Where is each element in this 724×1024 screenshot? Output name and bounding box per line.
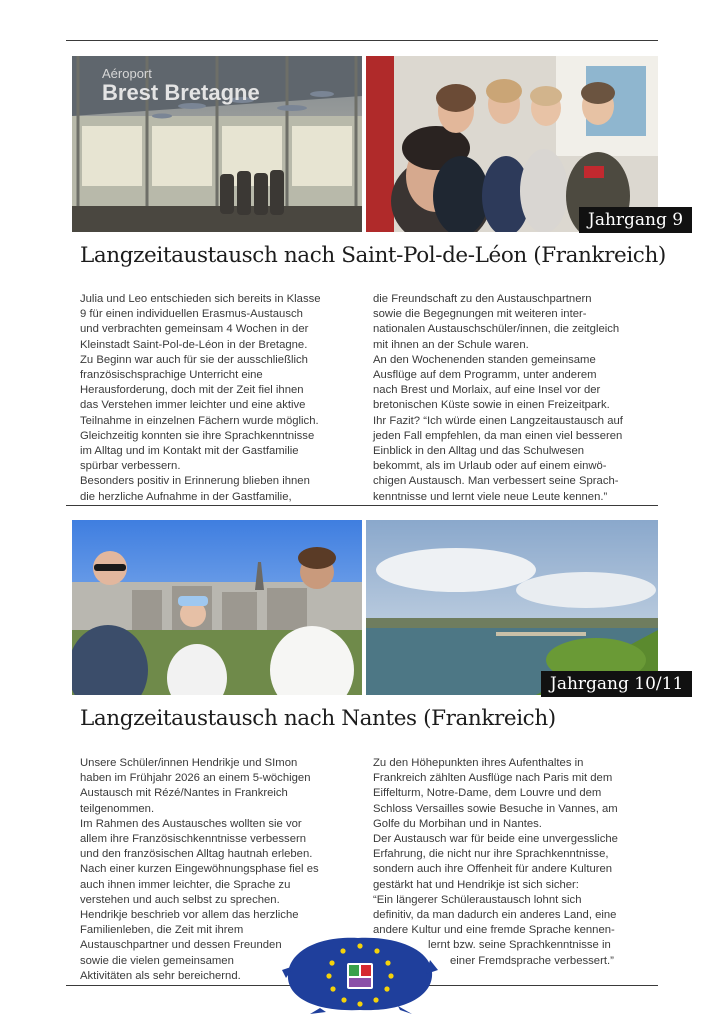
text-line: Familienleben, die Zeit mit ihrem (80, 924, 244, 937)
text-line: Schloss Versailles sowie Besuche in Vannes, am (373, 802, 618, 815)
text-line: lernt bzw. seine Sprachkenntnisse in (428, 939, 611, 952)
paris-photo (72, 520, 362, 695)
text-line: teilgenommen. (80, 802, 155, 815)
text-line: definitiv, da man dadurch ein anderes Land, eine (373, 909, 617, 922)
text-line: Aktivitäten als sehr bereichernd. (80, 969, 241, 982)
text-line: einer Fremdsprache verbessert.” (450, 954, 614, 967)
text-line: Gleichzeitig konnten sie ihre Sprachkenntnisse (80, 429, 315, 442)
text-line: jeden Fall empfehlen, da man einen viel besseren (373, 429, 623, 442)
text-line: Einblick in den Alltag und das Schulwesen (373, 445, 585, 458)
text-line: Ihr Fazit? “Ich würde einen Langzeitaustausch auf (373, 414, 623, 427)
airport-sign-line1: Aéroport (102, 66, 152, 81)
text-line: chigen Austausch. Man verbessert seine Sprach- (373, 475, 619, 488)
text-line: Herausforderung, doch mit der Zeit fiel ihnen (80, 384, 304, 397)
text-line: auch ihnen immer leichter, die Sprache zu (80, 878, 291, 891)
text-line: die Freundschaft zu den Austauschpartnern (373, 293, 592, 305)
eu-erasmus-logo (280, 930, 440, 1016)
text-line: sowie die Begegnungen mit weiteren inter- (373, 308, 587, 321)
text-line: Nach einer kurzen Eingewöhnungsphase fiel es (80, 863, 319, 876)
group-selfie-photo (366, 56, 658, 232)
airport-photo (72, 56, 362, 232)
text-line: Im Rahmen des Austausches wollten sie vor (80, 817, 302, 830)
text-line: und den französischen Alltag hautnah erleben. (80, 848, 313, 861)
text-line: nationalen Austauschschüler/innen, die zeitgleich (373, 323, 620, 336)
text-line: im Alltag und im Kontakt mit der Gastfamilie (80, 445, 299, 458)
text-line: “Ein längerer Schüleraustausch lohnt sich (373, 893, 582, 906)
text-line: An den Wochenenden standen gemeinsame (373, 353, 596, 366)
coast-photo (366, 520, 658, 695)
text-line: Austauschpartner und dessen Freunden (80, 939, 282, 952)
text-line: französischsprachige Unterricht eine (80, 369, 263, 382)
text-line: sowie die vielen gemeinsamen (80, 954, 234, 967)
text-line: kenntnisse und lernt viele neue Leute kennen.” (373, 490, 608, 503)
text-line: mit ihnen an der Schule waren. (373, 338, 529, 351)
text-line: verstehen und auch selbst zu sprechen. (80, 893, 280, 906)
text-line: Zu Beginn war auch für sie der ausschließlich (80, 353, 308, 366)
text-line: allem ihre Französischkenntnisse verbessern (80, 833, 307, 846)
text-line: Ausflüge auf dem Programm, unter anderem (373, 369, 597, 382)
text-line: und verbrachten gemeinsam 4 Wochen in der (80, 323, 309, 336)
top-rule (66, 40, 658, 41)
text-line: gestärkt hat und Hendrikje ist sich sicher: (373, 878, 579, 891)
text-line: sondern auch ihre Offenheit für andere Kulturen (373, 863, 613, 876)
text-line: Eiffelturm, Notre-Dame, dem Louvre und dem (373, 787, 602, 800)
text-line: Unsere Schüler/innen Hendrikje und SImon (80, 757, 298, 769)
text-line: das Verstehen immer leichter und eine aktive (80, 399, 306, 412)
text-line: bekommt, als im Urlaub oder auf einem einwö- (373, 460, 607, 473)
airport-sign-line2: Brest Bretagne (102, 80, 260, 105)
text-line: die herzliche Aufnahme in der Gastfamilie, (80, 490, 292, 503)
text-line: 9 für einen individuellen Erasmus-Austausch (80, 308, 303, 321)
section1-right-column (373, 292, 623, 505)
text-line: andere Kultur und eine fremde Sprache kennen- (373, 924, 615, 937)
grade-badge-9: Jahrgang 9 (579, 207, 692, 233)
text-line: Zu den Höhepunkten ihres Aufenthaltes in (373, 757, 584, 769)
text-line: Hendrikje beschrieb vor allem das herzliche (80, 909, 299, 922)
text-line: Erfahrung, die nicht nur ihre Sprachkenntnisse, (373, 848, 609, 861)
text-line: Austausch mit Rézé/Nantes in Frankreich (80, 787, 288, 800)
text-line: Kleinstadt Saint-Pol-de-Léon in der Bretagne. (80, 338, 308, 351)
text-line: haben im Frühjahr 2026 an einem 5-wöchigen (80, 772, 311, 785)
text-line: Der Austausch war für beide eine unvergessliche (373, 833, 618, 846)
text-line: Golfe du Morbihan und in Nantes. (373, 817, 542, 830)
section1-headline: Langzeitaustausch nach Saint-Pol-de-Léon (Frankreich) (80, 243, 666, 268)
text-line: Besonders positiv in Erinnerung blieben ihnen (80, 475, 310, 488)
text-line: Frankreich zählten Ausflüge nach Paris mit dem (373, 772, 613, 785)
section1-left-column (80, 292, 321, 505)
middle-rule (66, 505, 658, 506)
text-line: spürbar verbessern. (80, 460, 181, 473)
section2-headline: Langzeitaustausch nach Nantes (Frankreich) (80, 706, 556, 731)
grade-badge-10-11: Jahrgang 10/11 (541, 671, 692, 697)
text-line: Julia und Leo entschieden sich bereits in Klasse (80, 293, 321, 305)
text-line: bretonischen Küste sowie in einen Freizeitpark. (373, 399, 610, 412)
text-line: Teilnahme in einzelnen Fächern wurde möglich. (80, 414, 319, 427)
text-line: nach Brest und Morlaix, auf eine Insel vor der (373, 384, 601, 397)
